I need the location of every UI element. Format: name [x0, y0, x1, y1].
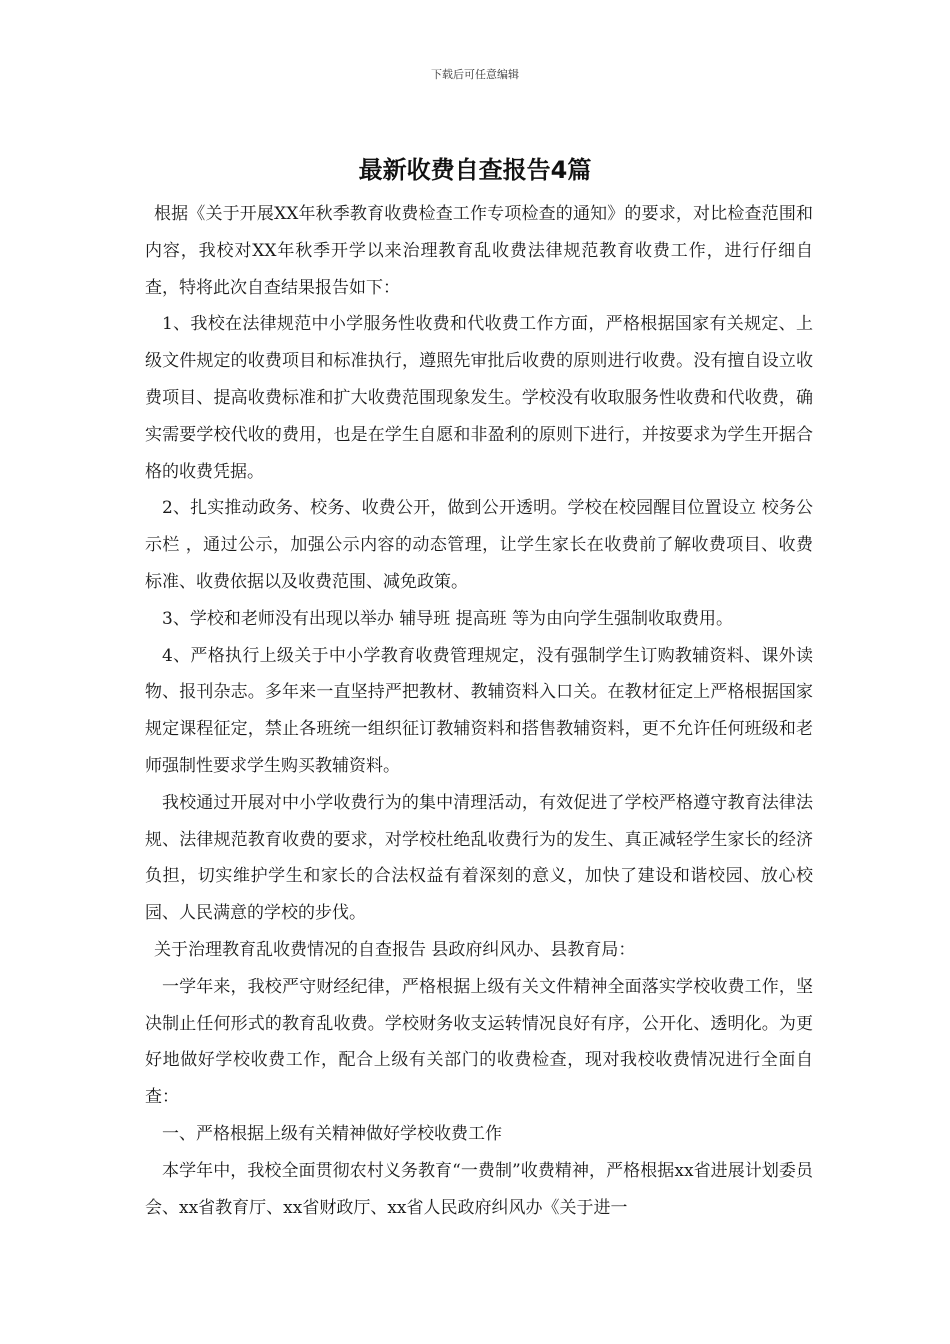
- paragraph-section-body: 本学年中，我校全面贯彻农村义务教育“一费制”收费精神，严格根据xx省进展计划委员会、xx省教育厅、xx省财政厅、xx省人民政府纠风办《关于进一: [145, 1160, 813, 1218]
- header-note: 下载后可任意编辑: [431, 68, 519, 81]
- paragraph-intro: 根据《关于开展XX年秋季教育收费检查工作专项检查的通知》的要求，对比检查范围和内容，我校对XX年秋季开学以来治理教育乱收费法律规范教育收费工作，进行仔细自查，特将此次自查结果报告如下：: [145, 204, 813, 298]
- paragraph-item-2: 2、扎实推动政务、校务、收费公开，做到公开透明。学校在校园醒目位置设立 校务公示栏 ，通过公示，加强公示内容的动态管理，让学生家长在收费前了解收费项目、收费标准、收费依据以及收费范围、减免政策。: [145, 498, 813, 592]
- paragraph-item-4: 4、严格执行上级关于中小学教育收费管理规定，没有强制学生订购教辅资料、课外读物、报刊杂志。多年来一直坚持严把教材、教辅资料入口关。在教材征定上严格根据国家规定课程征定，禁止各班统一组织征订教辅资料和搭售教辅资料，更不允许任何班级和老师强制性要求学生购买教辅资料。: [145, 645, 813, 776]
- paragraph-item-3: 3、学校和老师没有出现以举办 辅导班 提高班 等为由向学生强制收取费用。: [162, 608, 734, 629]
- document-title: 最新收费自查报告4篇: [358, 156, 592, 184]
- paragraph-report-intro: 一学年来，我校严守财经纪律，严格根据上级有关文件精神全面落实学校收费工作，坚决制止任何形式的教育乱收费。学校财务收支运转情况良好有序，公开化、透明化。为更好地做好学校收费工作，配合上级有关部门的收费检查，现对我校收费情况进行全面自查：: [145, 976, 813, 1108]
- paragraph-conclusion: 我校通过开展对中小学收费行为的集中清理活动，有效促进了学校严格遵守教育法律法规、法律规范教育收费的要求，对学校杜绝乱收费行为的发生、真正减轻学生家长的经济负担，切实维护学生和家长的合法权益有着深刻的意义，加快了建设和谐校园、放心校园、人民满意的学校的步伐。: [145, 792, 813, 924]
- paragraph-report-heading: 关于治理教育乱收费情况的自查报告 县政府纠风办、县教育局：: [154, 939, 636, 960]
- document-body: [145, 196, 813, 1226]
- paragraph-item-1: 1、我校在法律规范中小学服务性收费和代收费工作方面，严格根据国家有关规定、上级文件规定的收费项目和标准执行，遵照先审批后收费的原则进行收费。没有擅自设立收费项目、提高收费标准和扩大收费范围现象发生。学校没有收取服务性收费和代收费，确实需要学校代收的费用，也是在学生自愿和非盈利的原则下进行，并按要求为学生开据合格的收费凭据。: [145, 314, 813, 482]
- paragraph-section-heading: 一、严格根据上级有关精神做好学校收费工作: [162, 1123, 502, 1144]
